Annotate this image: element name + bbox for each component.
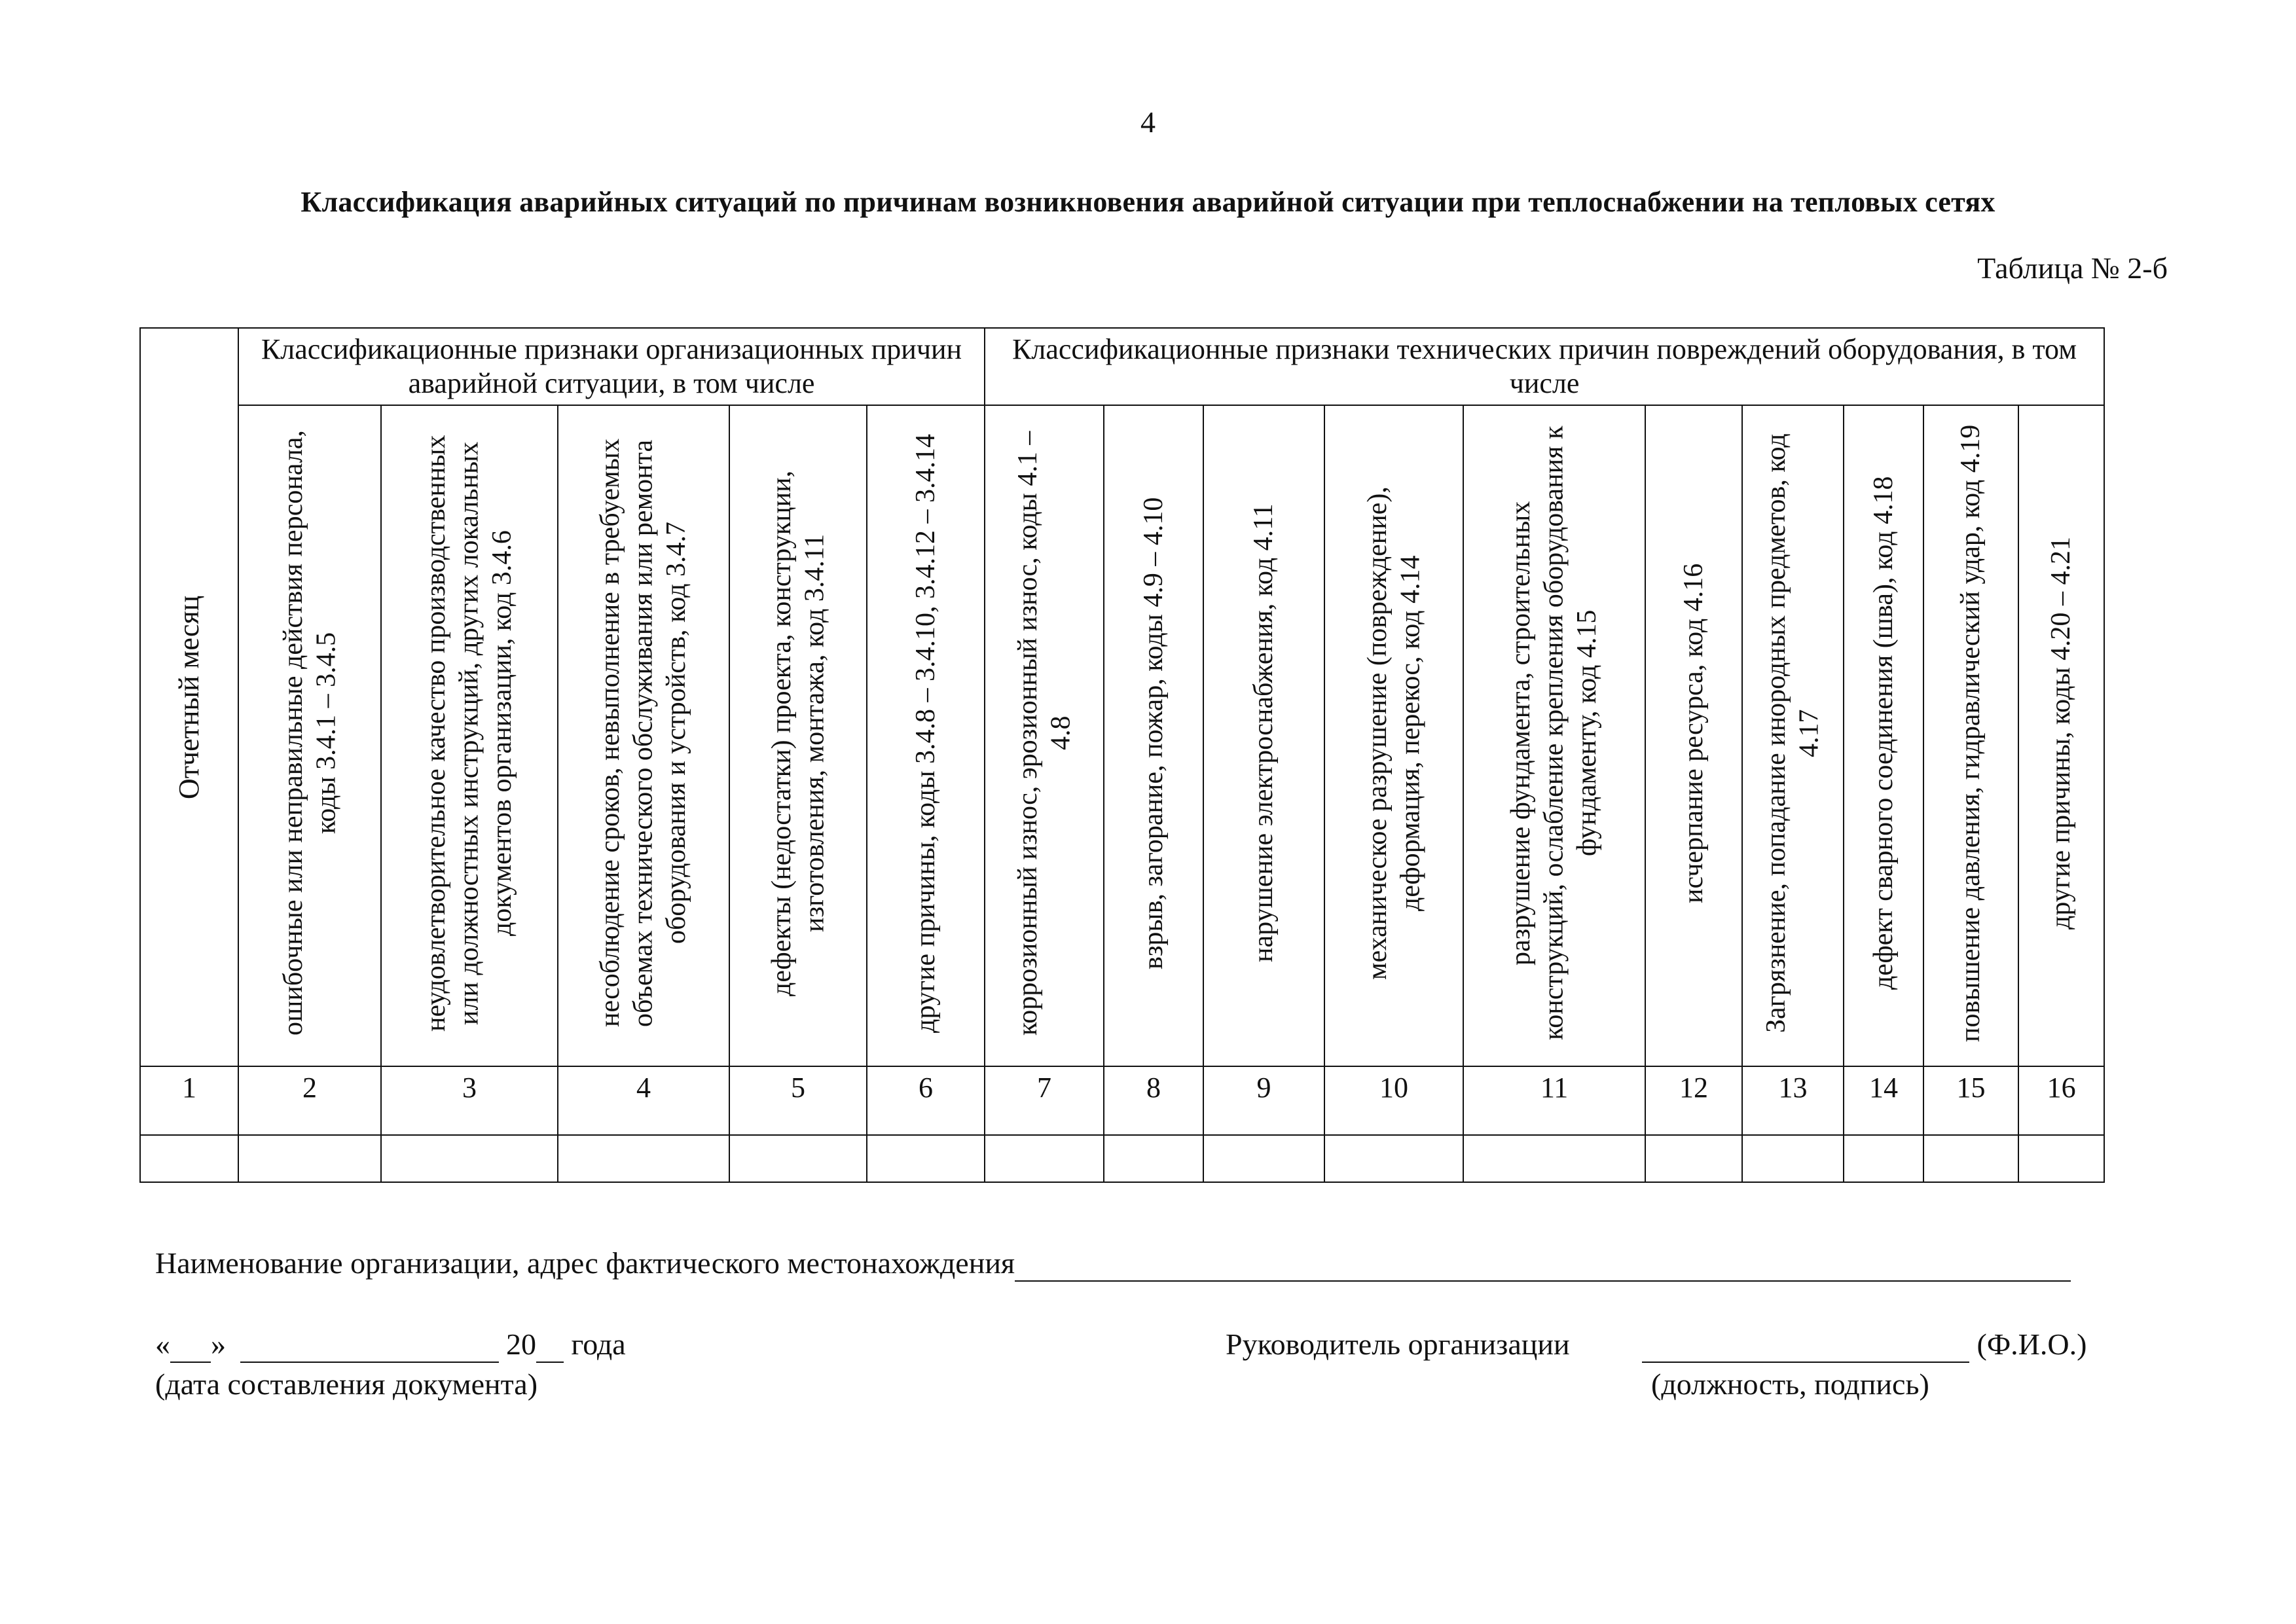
col-number: 6	[867, 1066, 985, 1135]
date-caption: (дата составления документа)	[155, 1367, 538, 1401]
table-cell[interactable]	[381, 1135, 558, 1182]
col-number: 16	[2018, 1066, 2104, 1135]
table-cell[interactable]	[238, 1135, 381, 1182]
table-cell[interactable]	[1645, 1135, 1742, 1182]
date-line	[155, 1327, 626, 1363]
header-col-5: дефекты (недостатки) проекта, конструкции, изготовления, монтажа, код 3.4.11	[729, 405, 867, 1066]
col-number: 4	[558, 1066, 729, 1135]
header-col-7: коррозионный износ, эрозионный износ, коды 4.1 – 4.8	[985, 405, 1104, 1066]
header-col-12: исчерпание ресурса, код 4.16	[1645, 405, 1742, 1066]
header-col-16: другие причины, коды 4.20 – 4.21	[2018, 405, 2104, 1066]
year-suffix: года	[571, 1327, 626, 1361]
document-title: Классификация аварийных ситуаций по причинам возникновения аварийной ситуации при теплоснабжении на тепловых сетях	[301, 186, 1995, 218]
signature-blank[interactable]	[1642, 1327, 1969, 1363]
col-number: 9	[1203, 1066, 1324, 1135]
date-month-blank[interactable]	[240, 1327, 499, 1363]
table-cell[interactable]	[1923, 1135, 2018, 1182]
date-day-blank[interactable]	[170, 1327, 211, 1363]
date-open-quote: «	[155, 1327, 170, 1361]
header-col-6: другие причины, коды 3.4.8 – 3.4.10, 3.4.12 – 3.4.14	[867, 405, 985, 1066]
col-number: 12	[1645, 1066, 1742, 1135]
header-col-13: Загрязнение, попадание инородных предметов, код 4.17	[1742, 405, 1844, 1066]
header-col-9: нарушение электроснабжения, код 4.11	[1203, 405, 1324, 1066]
col-number: 14	[1844, 1066, 1923, 1135]
page-number: 4	[1140, 105, 1156, 139]
header-col-11: разрушение фундамента, строительных конструкций, ослабление крепления оборудования к фундаменту, код 4.15	[1463, 405, 1645, 1066]
header-group-technical: Классификационные признаки технических причин повреждений оборудования, в том числе	[985, 328, 2104, 405]
classification-table	[139, 327, 2105, 1183]
table-cell[interactable]	[558, 1135, 729, 1182]
organization-blank[interactable]	[1015, 1246, 2071, 1282]
year-blank[interactable]	[536, 1327, 564, 1363]
header-group-organizational: Классификационные признаки организационных причин аварийной ситуации, в том числе	[238, 328, 985, 405]
col-number: 7	[985, 1066, 1104, 1135]
table-cell[interactable]	[140, 1135, 238, 1182]
table-cell[interactable]	[729, 1135, 867, 1182]
table-cell[interactable]	[985, 1135, 1104, 1182]
table-cell[interactable]	[1324, 1135, 1463, 1182]
year-prefix: 20	[506, 1327, 536, 1361]
table-data-row	[140, 1135, 2104, 1182]
header-col-3: неудовлетворительное качество производственных или должностных инструкций, других локальных документов организации, код 3.4.6	[381, 405, 558, 1066]
organization-line	[155, 1246, 2071, 1282]
table-cell[interactable]	[1742, 1135, 1844, 1182]
header-col-14: дефект сварного соединения (шва), код 4.18	[1844, 405, 1923, 1066]
table-cell[interactable]	[2018, 1135, 2104, 1182]
header-month: Отчетный месяц	[140, 328, 238, 1066]
col-number: 13	[1742, 1066, 1844, 1135]
col-number: 10	[1324, 1066, 1463, 1135]
fio-label: (Ф.И.О.)	[1977, 1327, 2087, 1361]
col-number: 8	[1104, 1066, 1203, 1135]
table-cell[interactable]	[1844, 1135, 1923, 1182]
organization-label: Наименование организации, адрес фактического местонахождения	[155, 1246, 1015, 1280]
signature-line	[1642, 1327, 2086, 1363]
table-cell[interactable]	[1203, 1135, 1324, 1182]
header-col-10: механическое разрушение (повреждение), деформация, перекос, код 4.14	[1324, 405, 1463, 1066]
table-cell[interactable]	[1104, 1135, 1203, 1182]
table-cell[interactable]	[1463, 1135, 1645, 1182]
header-col-4: несоблюдение сроков, невыполнение в требуемых объемах технического обслуживания или ремонта оборудования и устройств, код 3.4.7	[558, 405, 729, 1066]
col-number: 3	[381, 1066, 558, 1135]
col-number: 15	[1923, 1066, 2018, 1135]
col-number: 1	[140, 1066, 238, 1135]
date-close-quote: »	[211, 1327, 226, 1361]
column-number-row	[140, 1066, 2104, 1135]
col-number: 2	[238, 1066, 381, 1135]
position-caption: (должность, подпись)	[1651, 1367, 1929, 1401]
head-label: Руководитель организации	[1226, 1327, 1570, 1361]
table-cell[interactable]	[867, 1135, 985, 1182]
col-number: 11	[1463, 1066, 1645, 1135]
table-number: Таблица № 2-б	[1977, 251, 2168, 285]
header-col-8: взрыв, загорание, пожар, коды 4.9 – 4.10	[1104, 405, 1203, 1066]
header-col-15: повышение давления, гидравлический удар, код 4.19	[1923, 405, 2018, 1066]
col-number: 5	[729, 1066, 867, 1135]
header-col-2: ошибочные или неправильные действия персонала, коды 3.4.1 – 3.4.5	[238, 405, 381, 1066]
